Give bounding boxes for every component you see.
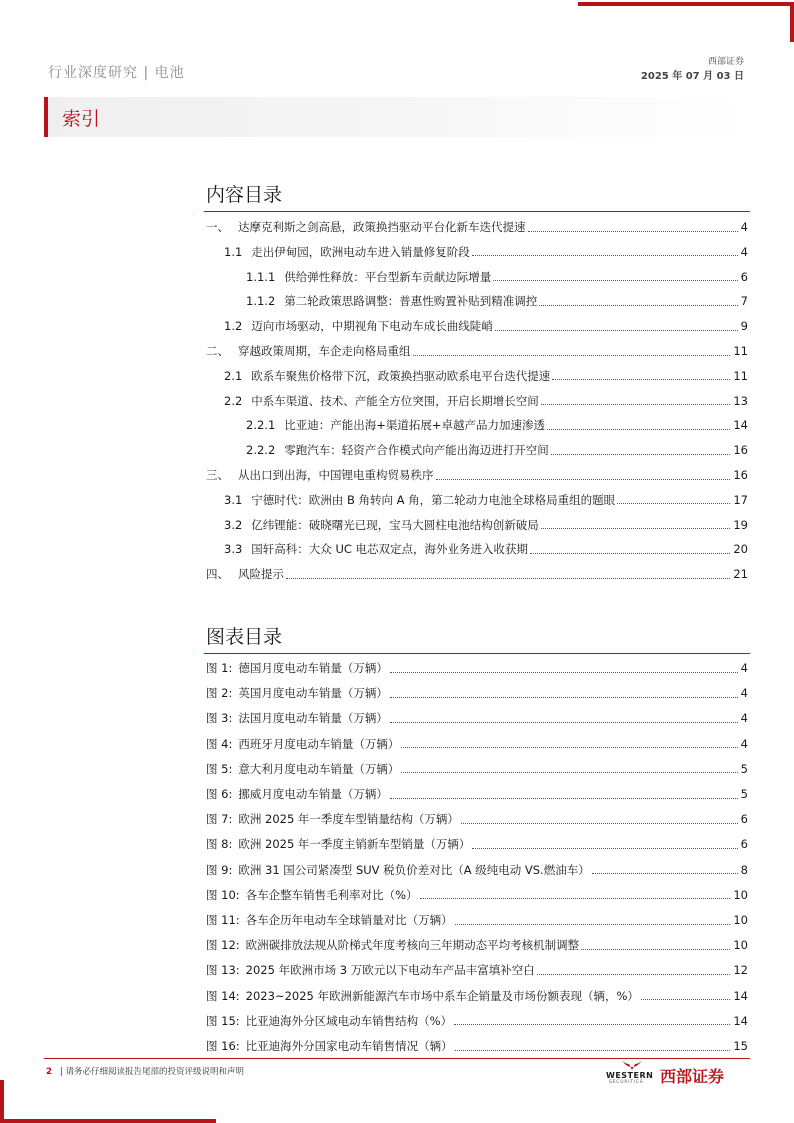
leader-dots	[493, 280, 737, 281]
leader-dots	[495, 330, 738, 331]
figure-entry-title: 2025 年欧洲市场 3 万欧元以下电动车产品丰富填补空白	[245, 963, 535, 978]
figure-entry-page: 10	[733, 938, 748, 953]
figure-entry-page: 6	[740, 812, 748, 827]
figure-entry-title: 欧洲 31 国公司紧凑型 SUV 税负价差对比（A 级纯电动 VS.燃油车）	[238, 862, 590, 877]
figure-entry-number: 图 15:	[206, 1013, 240, 1028]
figure-entry-number: 图 13:	[206, 963, 240, 978]
toc-entry[interactable]	[224, 244, 748, 262]
toc-entry-page: 17	[733, 492, 748, 507]
toc-entry-page: 11	[733, 368, 748, 383]
toc-entry-number: 1.2	[224, 319, 243, 334]
leader-dots	[547, 429, 730, 430]
leader-dots	[551, 454, 731, 455]
toc-entry-title: 从出口到出海，中国锂电重构贸易秩序	[238, 468, 434, 482]
toc-entry-title: 比亚迪：产能出海+渠道拓展+卓越产品力加速渗透	[284, 418, 546, 433]
toc-entry[interactable]	[246, 417, 748, 435]
company-logo	[606, 1058, 748, 1086]
toc-entry-title: 迈向市场驱动，中期视角下电动车成长曲线陡峭	[251, 319, 493, 334]
figure-entry-title: 各车企整车销售毛利率对比（%）	[245, 887, 418, 902]
toc-entry-title: 供给弹性释放：平台型新车贡献边际增量	[284, 269, 492, 284]
figure-entry-number: 图 2:	[206, 686, 233, 701]
figure-entry-page: 4	[740, 661, 748, 675]
toc-entry-title: 第二轮政策思路调整：普惠性购置补贴到精准调控	[284, 294, 538, 309]
toc-entry-title: 国轩高科：大众 UC 电芯双定点，海外业务进入收获期	[251, 542, 529, 557]
figure-entry[interactable]	[206, 937, 748, 955]
figure-entry-page: 4	[740, 686, 748, 701]
figure-entry[interactable]	[206, 887, 748, 905]
toc-entry-title: 亿纬锂能：破晓曙光已现，宝马大圆柱电池结构创新破局	[251, 517, 539, 532]
figure-entry[interactable]	[206, 1013, 748, 1031]
leader-dots	[390, 798, 738, 799]
logo-english-sub: SECURITIES	[609, 1080, 644, 1085]
toc-entry-page: 16	[733, 468, 748, 482]
leader-dots	[592, 873, 738, 874]
figure-entry[interactable]	[206, 862, 748, 880]
toc-entry[interactable]	[224, 368, 748, 386]
figure-entry-title: 比亚迪海外分区域电动车销售结构（%）	[245, 1013, 453, 1028]
toc-entry-number: 1.1	[224, 244, 243, 259]
figure-entry-page: 4	[740, 711, 748, 726]
toc-entry-title: 达摩克利斯之剑高悬，政策换挡驱动平台化新车迭代提速	[238, 220, 526, 234]
figure-entry[interactable]	[206, 786, 748, 804]
toc-entry-number: 一、	[206, 220, 229, 234]
figure-entry-title: 各车企历年电动车全球销量对比（万辆）	[245, 913, 453, 927]
toc-entry-page: 13	[733, 393, 748, 408]
footer-disclaimer	[46, 1065, 244, 1077]
leader-dots	[472, 255, 738, 256]
figure-entry[interactable]	[206, 660, 748, 678]
toc-entry-number: 3.1	[224, 492, 243, 507]
toc-entry-title: 欧系车聚焦价格带下沉，政策换挡驱动欧系电平台迭代提速	[251, 368, 551, 383]
figure-entry-title: 欧洲 2025 年一季度车型销量结构（万辆）	[238, 812, 459, 827]
toc-entry[interactable]	[224, 541, 748, 559]
toc-entry-page: 4	[740, 244, 748, 259]
figure-entry-page: 8	[740, 862, 748, 877]
figure-entry-page: 12	[733, 963, 748, 978]
toc-entry-page: 14	[733, 418, 748, 433]
toc-entry[interactable]	[224, 318, 748, 336]
figure-entry-number: 图 16:	[206, 1039, 240, 1053]
leader-dots	[539, 305, 737, 306]
leader-dots	[454, 1024, 730, 1025]
figure-entry[interactable]	[206, 761, 748, 779]
figure-entry-number: 图 5:	[206, 761, 233, 776]
corner-decoration-bottom-left-vertical	[0, 1080, 4, 1123]
figure-entry-title: 挪威月度电动车销量（万辆）	[238, 787, 388, 801]
leader-dots	[420, 898, 731, 899]
leader-dots	[617, 503, 730, 504]
toc-entry-title: 走出伊甸园，欧洲电动车进入销量修复阶段	[251, 244, 470, 259]
figure-entry-number: 图 1:	[206, 661, 233, 675]
figure-entry-page: 4	[740, 736, 748, 751]
report-date: 2025 年 07 月 03 日	[640, 71, 744, 82]
toc-entry[interactable]	[206, 467, 748, 485]
figure-entry[interactable]	[206, 988, 748, 1006]
toc-entry-number: 三、	[206, 468, 229, 482]
toc-entry-title: 中系车渠道、技术、产能全方位突围，开启长期增长空间	[251, 393, 539, 408]
figure-entry[interactable]	[206, 962, 748, 980]
figure-entry-number: 图 4:	[206, 736, 233, 751]
leader-dots	[390, 697, 738, 698]
toc-entry[interactable]	[224, 517, 748, 535]
figure-entry-number: 图 10:	[206, 887, 240, 902]
figure-entry-number: 图 6:	[206, 787, 233, 801]
corner-decoration-bottom-left	[0, 1119, 216, 1123]
figure-list-heading: 图表目录	[206, 626, 283, 648]
toc-entry-number: 四、	[206, 567, 229, 582]
report-category: 行业深度研究 | 电池	[48, 65, 185, 81]
toc-entry-page: 11	[733, 344, 748, 358]
leader-dots	[530, 553, 730, 554]
figure-entry[interactable]	[206, 710, 748, 728]
toc-entry-number: 2.2.1	[246, 418, 276, 433]
toc-entry-number: 1.1.2	[246, 294, 276, 309]
leader-dots	[472, 848, 737, 849]
leader-dots	[528, 231, 738, 232]
figure-entry-title: 欧洲 2025 年一季度主销新车型销量（万辆）	[238, 837, 471, 852]
figure-entry-page: 10	[733, 913, 748, 927]
toc-entry[interactable]	[206, 343, 748, 361]
leader-dots	[541, 528, 731, 529]
leader-dots	[390, 672, 738, 673]
toc-entry-title: 穿越政策周期，车企走向格局重组	[238, 344, 411, 358]
leader-dots	[455, 1050, 731, 1051]
figure-entry-page: 14	[733, 1013, 748, 1028]
figure-entry-title: 2023~2025 年欧洲新能源汽车市场中系车企销量及市场份额表现（辆，%）	[245, 988, 639, 1003]
leader-dots	[552, 379, 730, 380]
leader-dots	[537, 974, 731, 975]
figure-entry-number: 图 3:	[206, 711, 233, 726]
figure-entry-page: 6	[740, 837, 748, 852]
figure-list-heading-rule	[204, 653, 750, 654]
figure-entry[interactable]	[206, 836, 748, 854]
toc-entry-number: 3.3	[224, 542, 243, 557]
toc-entry-page: 20	[733, 542, 748, 557]
figure-entry[interactable]	[206, 736, 748, 754]
toc-entry[interactable]	[224, 393, 748, 411]
leader-dots	[401, 747, 737, 748]
toc-entry-number: 3.2	[224, 517, 243, 532]
figure-entry-title: 意大利月度电动车销量（万辆）	[238, 761, 400, 776]
leader-dots	[286, 578, 730, 579]
toc-entry[interactable]	[246, 269, 748, 287]
figure-entry-title: 西班牙月度电动车销量（万辆）	[238, 736, 400, 751]
figure-entry-title: 英国月度电动车销量（万辆）	[238, 686, 388, 701]
page-title: 索引	[62, 108, 101, 130]
ox-head-icon	[620, 1058, 644, 1072]
page-number: 2	[46, 1067, 52, 1077]
toc-entry[interactable]	[246, 293, 748, 311]
toc-entry[interactable]	[224, 492, 748, 510]
figure-entry-title: 欧洲碳排放法规从阶梯式年度考核向三年期动态平均考核机制调整	[245, 938, 580, 953]
figure-entry-number: 图 7:	[206, 812, 233, 827]
toc-entry-page: 21	[733, 567, 748, 582]
figure-entry[interactable]	[206, 1038, 748, 1056]
title-bar-accent	[44, 97, 48, 137]
title-bar	[48, 97, 748, 137]
disclaimer-text: | 请务必仔细阅读报告尾部的投资评级说明和声明	[59, 1067, 244, 1077]
toc-entry[interactable]	[206, 566, 748, 584]
toc-entry-page: 4	[740, 220, 748, 234]
figure-entry-number: 图 11:	[206, 913, 240, 927]
figure-entry-title: 比亚迪海外分国家电动车销售情况（辆）	[245, 1039, 453, 1053]
figure-entry[interactable]	[206, 912, 748, 930]
figure-entry-number: 图 12:	[206, 938, 240, 953]
figure-entry-page: 10	[733, 887, 748, 902]
toc-heading: 内容目录	[206, 184, 283, 206]
figure-entry[interactable]	[206, 685, 748, 703]
leader-dots	[641, 999, 730, 1000]
toc-entry-title: 风险提示	[238, 567, 284, 582]
toc-entry-number: 2.1	[224, 368, 243, 383]
logo-chinese: 西部证券	[660, 1067, 725, 1086]
corner-decoration-top-right-vertical	[790, 2, 794, 42]
toc-entry-page: 6	[740, 269, 748, 284]
toc-entry-page: 19	[733, 517, 748, 532]
figure-entry-number: 图 14:	[206, 988, 240, 1003]
corner-decoration-top-right	[578, 2, 794, 6]
toc-entry-page: 16	[733, 443, 748, 458]
toc-heading-rule	[204, 211, 750, 212]
figure-entry-page: 5	[740, 787, 748, 801]
logo-english: WESTERN	[606, 1071, 654, 1080]
leader-dots	[390, 722, 738, 723]
leader-dots	[455, 924, 731, 925]
toc-entry-page: 9	[740, 319, 748, 334]
toc-entry-title: 零跑汽车：轻资产合作模式向产能出海迈进打开空间	[284, 443, 549, 458]
toc-entry-number: 二、	[206, 344, 229, 358]
header-brand: 西部证券	[707, 57, 744, 67]
figure-entry-title: 法国月度电动车销量（万辆）	[238, 711, 388, 726]
figure-entry-page: 15	[733, 1039, 748, 1053]
figure-entry-number: 图 8:	[206, 837, 233, 852]
figure-entry-page: 14	[733, 988, 748, 1003]
figure-entry-number: 图 9:	[206, 862, 233, 877]
figure-entry[interactable]	[206, 811, 748, 829]
toc-entry[interactable]	[206, 219, 748, 237]
leader-dots	[401, 772, 737, 773]
toc-entry-number: 2.2.2	[246, 443, 276, 458]
toc-entry[interactable]	[246, 442, 748, 460]
figure-entry-page: 5	[740, 761, 748, 776]
leader-dots	[581, 949, 730, 950]
toc-entry-number: 1.1.1	[246, 269, 276, 284]
figure-entry-title: 德国月度电动车销量（万辆）	[238, 661, 388, 675]
leader-dots	[541, 404, 731, 405]
leader-dots	[436, 479, 731, 480]
toc-entry-page: 7	[740, 294, 748, 309]
leader-dots	[413, 355, 731, 356]
toc-entry-number: 2.2	[224, 393, 243, 408]
leader-dots	[461, 823, 738, 824]
toc-entry-title: 宁德时代：欧洲由 B 角转向 A 角，第二轮动力电池全球格局重组的题眼	[251, 492, 616, 507]
